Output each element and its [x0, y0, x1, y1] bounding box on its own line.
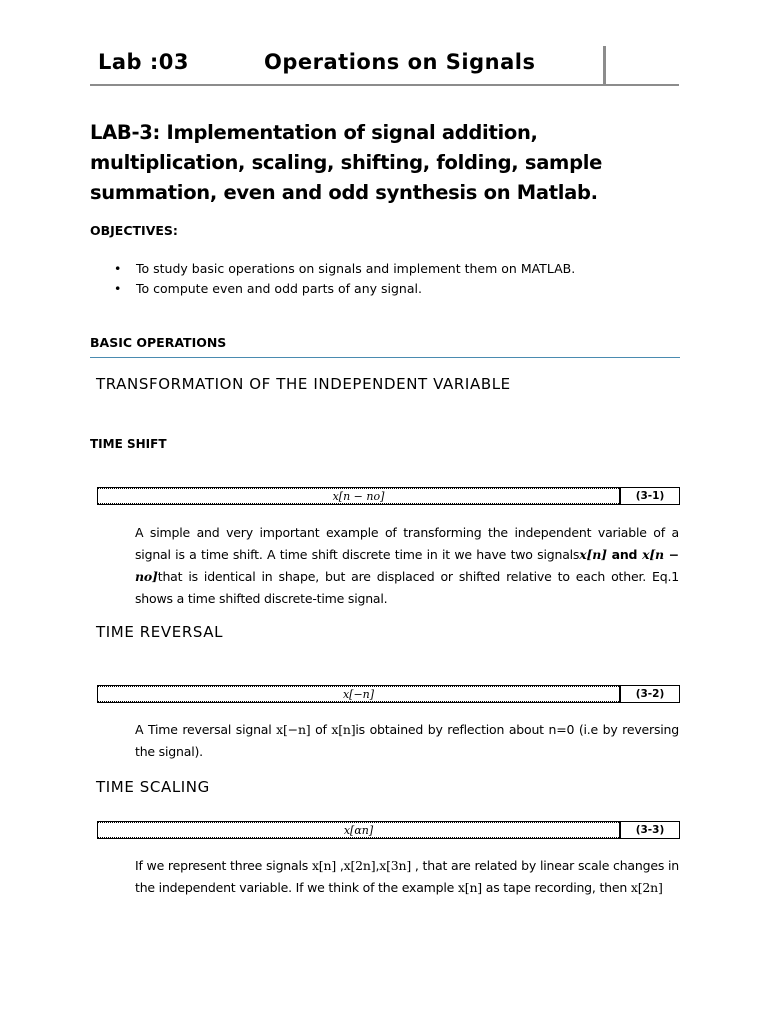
objectives-list	[90, 259, 680, 299]
paragraph-text: ,	[336, 858, 344, 873]
equation-number: (3-1)	[619, 488, 679, 504]
equation-box-3-3	[97, 821, 680, 839]
time-shift-heading: TIME SHIFT	[90, 437, 167, 451]
conjunction-text: and	[606, 547, 643, 562]
time-scaling-heading: TIME SCALING	[96, 778, 210, 796]
paragraph-text: A simple and very important example of transforming the independent variable of a signal is a time shift. A time shift discrete time in it we have two signals	[135, 525, 679, 562]
equation: x[n − no]	[98, 488, 619, 504]
signal-symbol: x[2n]	[630, 880, 663, 895]
list-item: • To study basic operations on signals and implement them on MATLAB.	[114, 261, 576, 276]
paragraph-text: A Time reversal signal	[135, 722, 277, 737]
header-rule	[90, 84, 679, 86]
signal-symbol: x[n]	[331, 722, 356, 737]
list-item: • To compute even and odd parts of any signal.	[114, 281, 422, 296]
page-title: Operations on Signals	[264, 50, 536, 74]
paragraph-text: If we represent three signals	[135, 858, 312, 873]
equation: x[αn]	[98, 822, 619, 838]
equation-number: (3-3)	[619, 822, 679, 838]
signal-symbol: x[2n]	[343, 858, 376, 873]
paragraph-text: that is identical in shape, but are displaced or shifted relative to each other. Eq.1 shows a time shifted discrete-time signal.	[135, 569, 679, 606]
signal-symbol: x[−n]	[276, 722, 311, 737]
lab-number: Lab :03	[98, 50, 190, 74]
signal-symbol: x[3n]	[379, 858, 412, 873]
transformation-heading: TRANSFORMATION OF THE INDEPENDENT VARIABLE	[96, 375, 511, 393]
signal-symbol: x[n − no]	[135, 547, 679, 584]
equation-number: (3-2)	[619, 686, 679, 702]
basic-operations-heading: BASIC OPERATIONS	[90, 335, 227, 350]
objective-text: To compute even and odd parts of any signal.	[136, 281, 422, 296]
signal-symbol: x[n]	[311, 858, 337, 873]
equation-box-3-2	[97, 685, 680, 703]
paragraph-text: ,	[375, 858, 380, 873]
objectives-heading: OBJECTIVES:	[90, 223, 178, 238]
time-reversal-paragraph	[135, 719, 679, 763]
equation-box-3-1	[97, 487, 680, 505]
objective-text: To study basic operations on signals and implement them on MATLAB.	[136, 261, 576, 276]
paragraph-text: is obtained by reflection about n=0 (i.e by reversing the signal).	[135, 722, 680, 759]
paragraph-text: , that are related by linear scale changes in the independent variable. If we think of the example	[135, 858, 680, 895]
equation: x[−n]	[98, 686, 619, 702]
time-scaling-paragraph	[135, 855, 679, 899]
time-reversal-heading: TIME REVERSAL	[96, 623, 224, 641]
signal-symbol: x[n]	[579, 547, 607, 562]
paragraph-text: as tape recording, then	[481, 880, 631, 895]
signal-symbol: x[n]	[457, 880, 482, 895]
section-rule	[90, 357, 680, 358]
time-shift-paragraph	[135, 522, 679, 610]
paragraph-text: of	[310, 722, 332, 737]
header-divider	[603, 46, 606, 84]
lab-title: LAB-3: Implementation of signal addition, multiplication, scaling, shifting, folding, sample summation, even and odd synthesis on Matlab.	[90, 121, 603, 204]
